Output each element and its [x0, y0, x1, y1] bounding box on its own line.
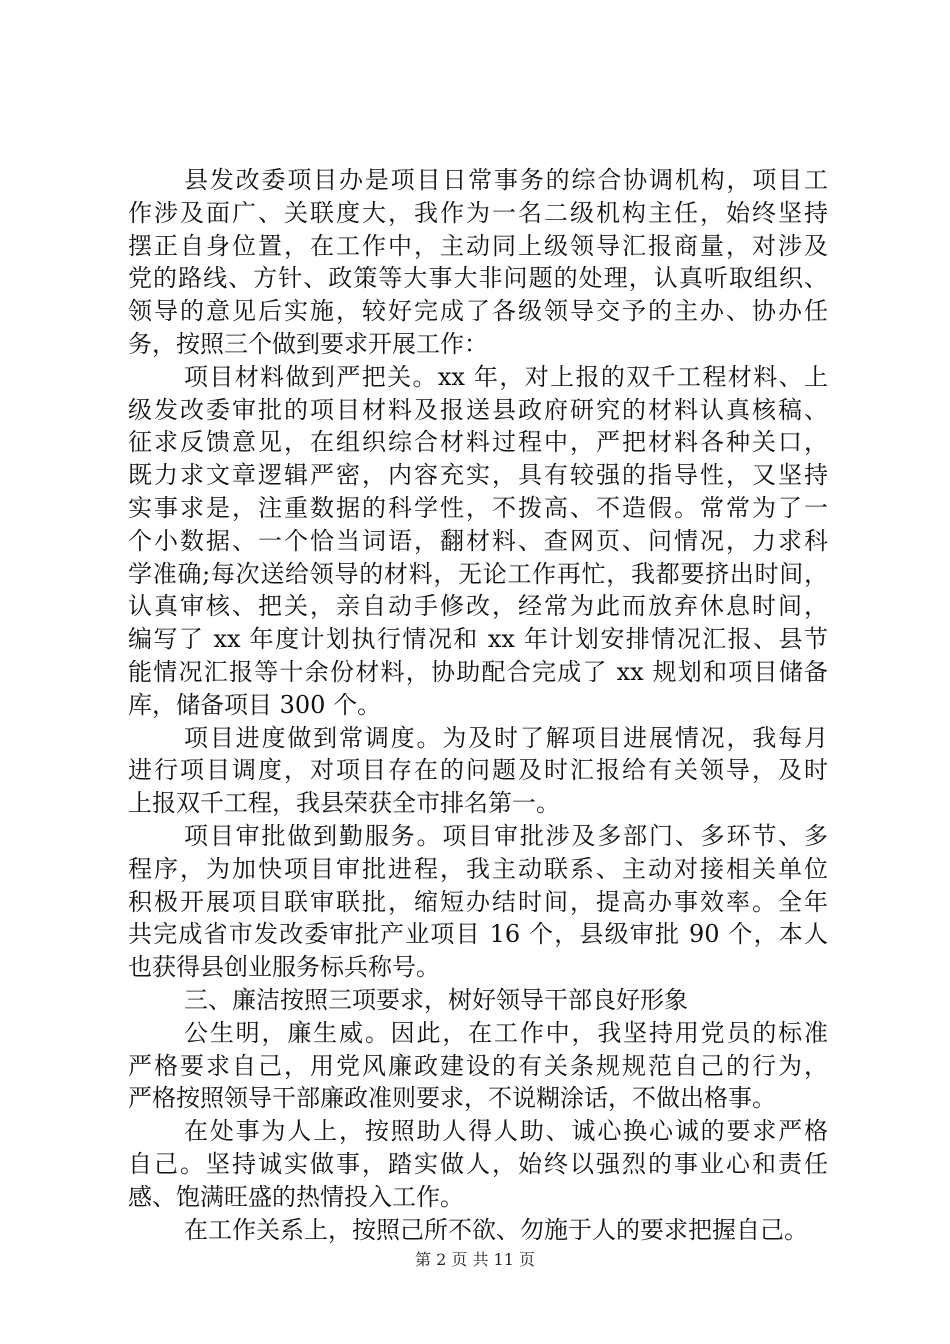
page-number-footer: 第 2 页 共 11 页 [415, 1250, 535, 1269]
paragraph-line: 公生明，廉生威。因此，在工作中，我坚持用党员的标准 [184, 1018, 828, 1047]
paragraph-line: 能情况汇报等十余份材料，协助配合完成了 xx 规划和项目储备 [128, 657, 828, 686]
paragraph-line: 项目审批做到勤服务。项目审批涉及多部门、多环节、多 [184, 821, 828, 850]
paragraph-line: 项目进度做到常调度。为及时了解项目进展情况，我每月 [184, 723, 828, 752]
paragraph-line: 个小数据、一个恰当词语，翻材料、查网页、问情况，力求科 [128, 526, 828, 555]
paragraph-line: 积极开展项目联审联批，缩短办结时间，提高办事效率。全年 [128, 887, 828, 916]
paragraph-line: 既力求文章逻辑严密，内容充实，具有较强的指导性，又坚持 [128, 461, 828, 490]
paragraph-line: 严格要求自己，用党风廉政建设的有关条规规范自己的行为， [128, 1051, 828, 1080]
paragraph-line: 程序，为加快项目审批进程，我主动联系、主动对接相关单位 [128, 854, 828, 883]
paragraph-line: 感、饱满旺盛的热情投入工作。 [128, 1182, 464, 1211]
paragraph-line: 项目材料做到严把关。xx 年，对上报的双千工程材料、上 [184, 362, 828, 391]
paragraph-line: 共完成省市发改委审批产业项目 16 个，县级审批 90 个，本人 [128, 920, 828, 949]
paragraph-line: 在工作关系上，按照己所不欲、勿施于人的要求把握自己。 [184, 1215, 808, 1244]
paragraph-line: 上报双千工程，我县荣获全市排名第一。 [128, 789, 560, 818]
paragraph-line: 认真审核、把关，亲自动手修改，经常为此而放弃休息时间， [128, 592, 828, 621]
paragraph-line: 务，按照三个做到要求开展工作： [128, 329, 488, 358]
paragraph-line: 实事求是，注重数据的科学性，不拨高、不造假。常常为了一 [128, 493, 828, 522]
paragraph-line: 摆正自身位置，在工作中，主动同上级领导汇报商量，对涉及 [128, 231, 828, 260]
paragraph-line: 也获得县创业服务标兵称号。 [128, 953, 440, 982]
document-body [128, 164, 828, 1246]
paragraph-line: 领导的意见后实施，较好完成了各级领导交予的主办、协办任 [128, 297, 828, 326]
paragraph-line: 进行项目调度，对项目存在的问题及时汇报给有关领导，及时 [128, 756, 828, 785]
paragraph-line: 级发改委审批的项目材料及报送县政府研究的材料认真核稿、 [128, 395, 828, 424]
paragraph-line: 学准确;每次送给领导的材料，无论工作再忙，我都要挤出时间， [128, 559, 828, 588]
paragraph-line: 县发改委项目办是项目日常事务的综合协调机构，项目工 [184, 166, 828, 194]
paragraph-line: 库，储备项目 300 个。 [128, 690, 382, 719]
paragraph-line: 党的路线、方针、政策等大事大非问题的处理，认真听取组织、 [128, 264, 828, 293]
paragraph-line: 征求反馈意见，在组织综合材料过程中，严把材料各种关口， [128, 428, 828, 457]
section-heading: 三、廉洁按照三项要求，树好领导干部良好形象 [184, 985, 688, 1014]
paragraph-line: 在处事为人上，按照助人得人助、诚心换心诚的要求严格 [184, 1117, 828, 1146]
paragraph-line: 作涉及面广、关联度大，我作为一名二级机构主任，始终坚持 [128, 198, 828, 227]
paragraph-line: 自己。坚持诚实做事，踏实做人，始终以强烈的事业心和责任 [128, 1149, 828, 1178]
paragraph-line: 严格按照领导干部廉政准则要求，不说糊涂话，不做出格事。 [128, 1084, 776, 1113]
paragraph-line: 编写了 xx 年度计划执行情况和 xx 年计划安排情况汇报、县节 [128, 625, 828, 654]
